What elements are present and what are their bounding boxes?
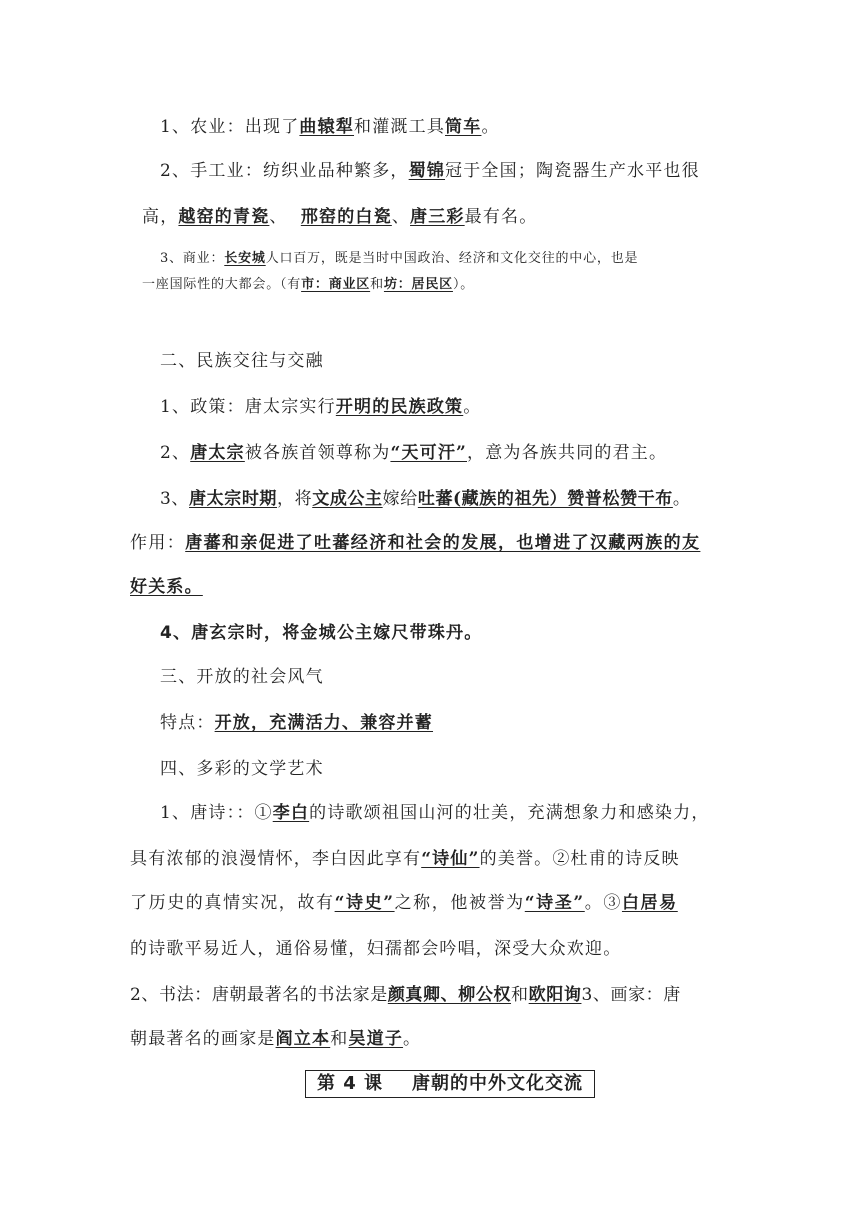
text: 。 [403, 1029, 422, 1049]
text: 作用： [130, 533, 186, 553]
key-term: 唐蕃和亲促进了吐蕃经济和社会的发展，也增进了汉藏两族的友 [185, 533, 701, 553]
section-heading-4: 四、多彩的文学艺术 [160, 759, 324, 779]
text: 。 [481, 117, 500, 137]
text: 。 [672, 489, 691, 509]
jincheng-line: 4、唐玄宗时，将金城公主嫁尺带珠丹。 [160, 623, 483, 643]
text: 1、唐诗：：① [160, 803, 273, 823]
text: 人口百万，既是当时中国政治、经济和文化交往的中心，也是 [265, 251, 639, 266]
art-line-1 [130, 984, 681, 1006]
text: 和 [511, 985, 529, 1005]
key-term: 吴道子 [348, 1029, 404, 1049]
key-term: 筒车 [445, 117, 482, 137]
key-term: 文成公主 [312, 489, 383, 509]
text: 的诗歌颂祖国山河的壮美，充满想象力和感染力， [309, 803, 710, 823]
text: 和灌溉工具 [354, 117, 446, 137]
key-term: 开明的民族政策 [335, 397, 464, 417]
key-term: 邢窑的白瓷 [300, 207, 392, 227]
section-heading-2: 二、民族交往与交融 [160, 351, 324, 371]
key-term: 唐太宗 [190, 443, 245, 463]
text: 最有名。 [464, 207, 538, 227]
handicraft-line-cont [142, 206, 537, 228]
commerce-line-cont [142, 274, 474, 296]
key-term: 颜真卿、柳公权 [387, 985, 512, 1005]
section-heading-3: 三、开放的社会风气 [160, 667, 324, 687]
text: 、 [391, 207, 411, 227]
lesson-title: 第 4 课 唐朝的中外文化交流 [305, 1070, 595, 1098]
key-term: 蜀锦 [408, 161, 446, 181]
key-term: 阎立本 [275, 1029, 331, 1049]
feature-line [160, 712, 433, 734]
text: 的美誉。②杜甫的诗反映 [479, 849, 680, 869]
key-term: 长安城 [224, 251, 266, 266]
key-term: 欧阳询 [528, 985, 582, 1005]
poetry-line-1 [160, 802, 710, 824]
text: 、 [269, 207, 301, 227]
key-term: “诗仙” [421, 849, 480, 869]
commerce-line [160, 248, 638, 270]
key-term: 唐三彩 [410, 207, 465, 227]
text: 3、商业： [160, 251, 225, 266]
key-term: 市：商业区 [301, 277, 371, 292]
agriculture-line [160, 116, 500, 138]
tiankehan-line [160, 442, 667, 464]
poetry-line-3 [130, 892, 678, 914]
key-term: 李白 [272, 803, 310, 823]
text: 朝最著名的画家是 [130, 1029, 276, 1049]
key-term: 越窑的青瓷 [178, 207, 270, 227]
text: 和 [370, 277, 384, 292]
text: 具有浓郁的浪漫情怀，李白因此享有 [130, 849, 422, 869]
text: 1、农业：出现了 [160, 117, 300, 137]
text: 之称，他被誉为 [394, 893, 525, 913]
key-term: 坊：居民区 [383, 277, 453, 292]
key-term: “诗史” [334, 893, 395, 913]
key-term: 唐太宗时期 [189, 489, 278, 509]
key-term: 开放，充满活力、兼容并蓄 [214, 713, 434, 733]
text: 被各族首领尊称为 [244, 443, 391, 463]
text: 了历史的真情实况，故有 [130, 893, 335, 913]
text: 3、 [160, 489, 190, 509]
text: 冠于全国；陶瓷器生产水平也很 [445, 161, 700, 181]
text: 一座国际性的大都会。（有 [142, 277, 302, 292]
text: ）。 [452, 277, 475, 292]
text: 。 [463, 397, 482, 417]
poetry-line-2 [130, 848, 680, 870]
handicraft-line [160, 160, 700, 182]
marriage-line [160, 488, 691, 510]
key-term: “天可汗” [390, 443, 467, 463]
text: 特点： [160, 713, 215, 733]
key-term: 白居易 [621, 893, 678, 913]
key-term: 吐蕃(藏族的祖先）赞普松赞干布 [417, 489, 673, 509]
text: 和 [330, 1029, 349, 1049]
text: 2、手工业：纺织业品种繁多， [160, 161, 409, 181]
text: 2、书法：唐朝最著名的书法家是 [130, 985, 388, 1005]
effect-line-cont: 好关系。 [130, 577, 203, 597]
poetry-line-4: 的诗歌平易近人，通俗易懂，妇孺都会吟唱，深受大众欢迎。 [130, 939, 622, 959]
policy-line [160, 396, 481, 418]
text: ，意为各族共同的君主。 [467, 443, 668, 463]
text: 嫁给 [382, 489, 418, 509]
key-term: “诗圣” [524, 893, 585, 913]
text: 2、 [160, 443, 191, 463]
text: 高， [142, 207, 179, 227]
text: ，将 [277, 489, 313, 509]
key-term: 曲辕犁 [299, 117, 355, 137]
text: 3、画家：唐 [581, 985, 681, 1005]
effect-line [130, 532, 700, 554]
text: 1、政策：唐太宗实行 [160, 397, 336, 417]
text: 。③ [584, 893, 622, 913]
art-line-2 [130, 1028, 421, 1050]
